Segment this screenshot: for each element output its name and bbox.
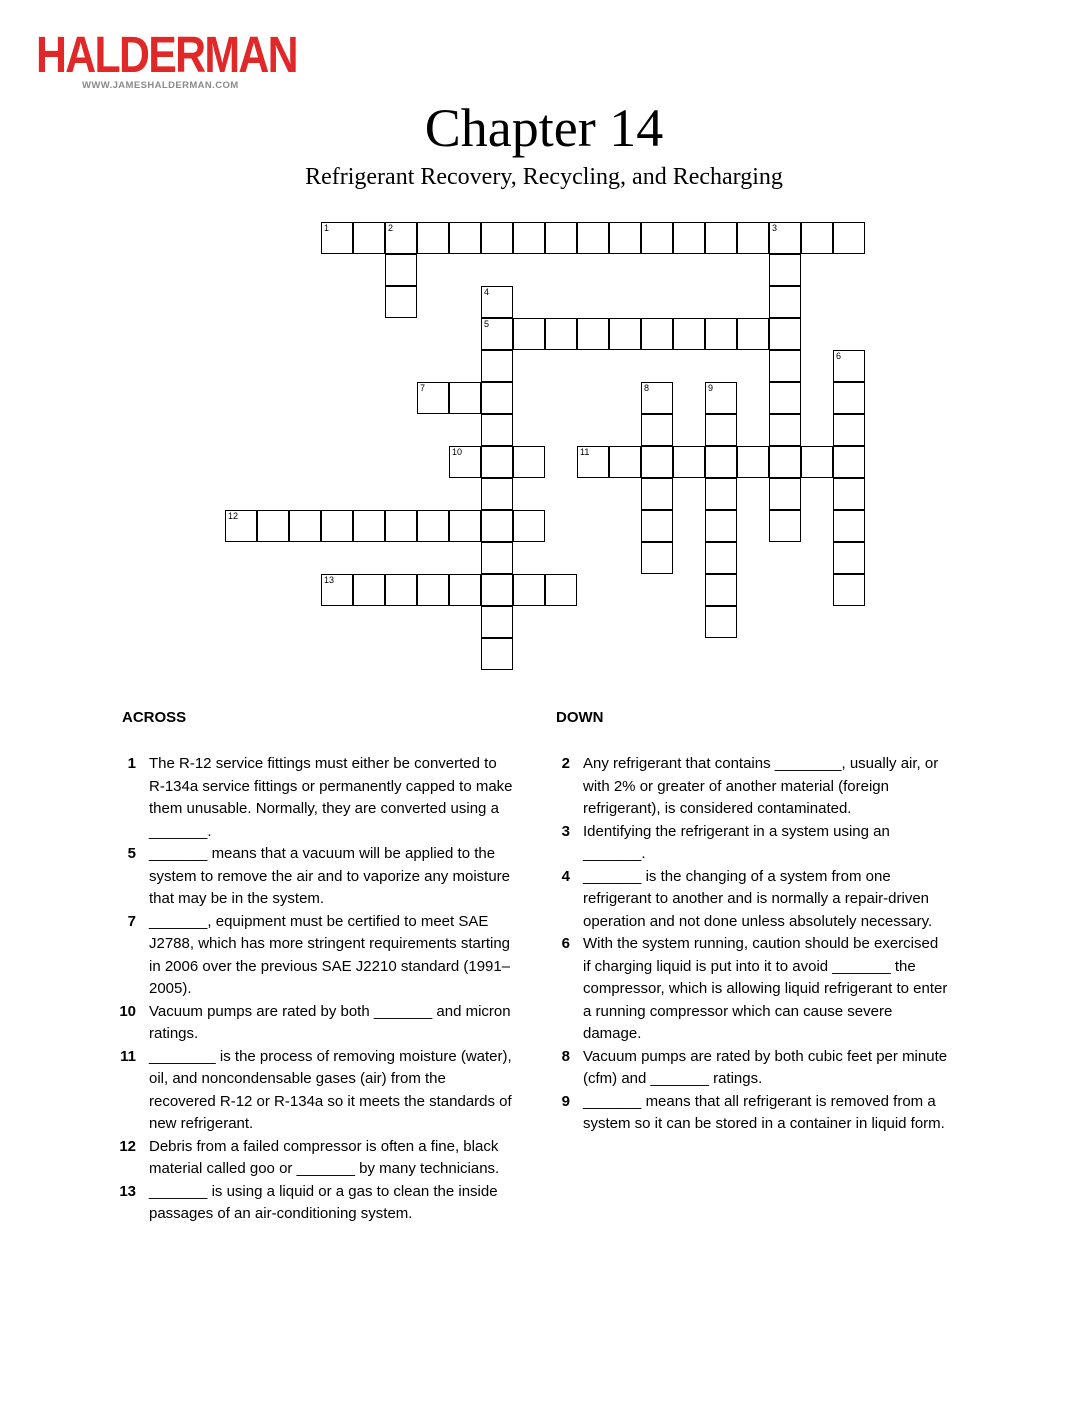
- crossword-cell[interactable]: [289, 510, 321, 542]
- crossword-cell[interactable]: [769, 286, 801, 318]
- clue-item: [114, 1136, 514, 1181]
- cell-number: 10: [452, 447, 463, 457]
- crossword-cell[interactable]: [833, 510, 865, 542]
- crossword-cell[interactable]: [481, 542, 513, 574]
- crossword-cell[interactable]: [257, 510, 289, 542]
- cell-number: 6: [836, 351, 842, 361]
- crossword-cell[interactable]: [225, 510, 257, 542]
- crossword-cell[interactable]: [641, 478, 673, 510]
- crossword-cell[interactable]: [481, 350, 513, 382]
- crossword-cell[interactable]: [641, 222, 673, 254]
- cell-number: 9: [708, 383, 714, 393]
- crossword-cell[interactable]: [481, 414, 513, 446]
- crossword-cell[interactable]: [801, 222, 833, 254]
- crossword-cell[interactable]: [801, 446, 833, 478]
- clue-item: [548, 933, 948, 1046]
- crossword-cell[interactable]: [417, 510, 449, 542]
- clue-item: [548, 1091, 948, 1136]
- crossword-cell[interactable]: [481, 286, 513, 318]
- clue-text: Identifying the refrigerant in a system using an _______.: [583, 822, 890, 862]
- across-heading: ACROSS: [122, 709, 187, 726]
- crossword-cell[interactable]: [641, 542, 673, 574]
- clue-item: [114, 1046, 514, 1136]
- clue-text: _______ means that a vacuum will be applied to the system to remove the air and to vaporize any moisture that may be in the system.: [149, 845, 510, 907]
- crossword-cell[interactable]: [769, 222, 801, 254]
- clue-number: 4: [561, 867, 570, 885]
- crossword-cell[interactable]: [513, 446, 545, 478]
- crossword-cell[interactable]: [385, 574, 417, 606]
- crossword-cell[interactable]: [705, 446, 737, 478]
- across-clue-list: [114, 753, 514, 1226]
- crossword-cell[interactable]: [481, 446, 513, 478]
- clue-text: ________ is the process of removing moisture (water), oil, and noncondensable gases (air) from the recovered R-12 or R-134a so it meets the standards of new refrigerant.: [149, 1047, 512, 1132]
- clue-text: Vacuum pumps are rated by both cubic feet per minute (cfm) and _______ ratings.: [583, 1047, 948, 1087]
- crossword-cell[interactable]: [705, 414, 737, 446]
- crossword-cell[interactable]: [769, 318, 801, 350]
- crossword-cell[interactable]: [545, 574, 577, 606]
- crossword-cell[interactable]: [641, 446, 673, 478]
- clue-number: 12: [119, 1137, 136, 1155]
- crossword-cell[interactable]: [705, 382, 737, 414]
- crossword-cell[interactable]: [609, 318, 641, 350]
- cell-number: 4: [484, 287, 490, 297]
- clue-text: The R-12 service fittings must either be converted to R-134a service fittings or permanently capped to make them unusable. Normally, they are converted using a _______.: [149, 755, 513, 840]
- crossword-cell[interactable]: [417, 574, 449, 606]
- crossword-cell[interactable]: [513, 574, 545, 606]
- crossword-cell[interactable]: [513, 510, 545, 542]
- crossword-cell[interactable]: [321, 510, 353, 542]
- clue-item: [114, 843, 514, 911]
- crossword-cell[interactable]: [481, 478, 513, 510]
- clue-item: [114, 1181, 514, 1226]
- crossword-cell[interactable]: [737, 446, 769, 478]
- page-subtitle: Refrigerant Recovery, Recycling, and Recharging: [305, 164, 783, 190]
- clue-text: Any refrigerant that contains ________, usually air, or with 2% or greater of another material (foreign refrigerant), is considered contaminated.: [583, 755, 939, 817]
- down-heading: DOWN: [556, 709, 604, 726]
- clue-number: 6: [561, 935, 570, 952]
- down-clue-list: [548, 753, 948, 1136]
- crossword-cell[interactable]: [705, 318, 737, 350]
- crossword-cell[interactable]: [481, 222, 513, 254]
- crossword-cell[interactable]: [353, 222, 385, 254]
- clue-item: [114, 1001, 514, 1046]
- crossword-cell[interactable]: [641, 318, 673, 350]
- clue-number: 9: [561, 1092, 570, 1110]
- clue-number: 11: [120, 1047, 136, 1065]
- crossword-cell[interactable]: [449, 382, 481, 414]
- clue-number: 10: [119, 1002, 136, 1020]
- crossword-cell[interactable]: [737, 318, 769, 350]
- clue-number: 3: [561, 822, 570, 840]
- crossword-cell[interactable]: [449, 510, 481, 542]
- logo-url: WWW.JAMESHALDERMAN.COM: [82, 80, 239, 91]
- crossword-cell[interactable]: [737, 222, 769, 254]
- crossword-cell[interactable]: [481, 606, 513, 638]
- clue-item: [114, 753, 514, 843]
- crossword-cell[interactable]: [385, 254, 417, 286]
- crossword-cell[interactable]: [353, 574, 385, 606]
- crossword-cell[interactable]: [481, 382, 513, 414]
- crossword-cell[interactable]: [481, 510, 513, 542]
- crossword-cell[interactable]: [609, 446, 641, 478]
- page-title: Chapter 14: [424, 98, 664, 158]
- crossword-cell[interactable]: [769, 382, 801, 414]
- crossword-cell[interactable]: [385, 510, 417, 542]
- cell-number: 7: [420, 383, 426, 393]
- cell-number: 8: [644, 383, 650, 393]
- crossword-cell[interactable]: [385, 222, 417, 254]
- crossword-cell[interactable]: [353, 510, 385, 542]
- crossword-cell[interactable]: [833, 446, 865, 478]
- crossword-cell[interactable]: [417, 382, 449, 414]
- crossword-cell[interactable]: [833, 382, 865, 414]
- crossword-cell[interactable]: [769, 350, 801, 382]
- cell-number: 2: [388, 223, 394, 233]
- logo-wordmark: HALDERMAN: [36, 26, 297, 83]
- crossword-cell[interactable]: [641, 382, 673, 414]
- crossword-cell[interactable]: [673, 318, 705, 350]
- cell-number: 12: [228, 511, 239, 521]
- clue-text: With the system running, caution should be exercised if charging liquid is put into it to avoid _______ the compressor, which is allowing liquid refrigerant to enter a running compressor which can cause severe damage.: [583, 935, 948, 1042]
- crossword-grid: [0, 0, 1088, 700]
- clue-text: Debris from a failed compressor is often a fine, black material called goo or _______ by many technicians.: [149, 1137, 500, 1177]
- clue-number: 8: [561, 1047, 570, 1065]
- crossword-cell[interactable]: [417, 222, 449, 254]
- crossword-cell[interactable]: [385, 286, 417, 318]
- crossword-cell[interactable]: [513, 222, 545, 254]
- crossword-cell[interactable]: [545, 222, 577, 254]
- crossword-cell[interactable]: [833, 574, 865, 606]
- crossword-cell[interactable]: [641, 510, 673, 542]
- clue-item: [548, 753, 948, 821]
- crossword-cell[interactable]: [833, 350, 865, 382]
- crossword-cell[interactable]: [481, 638, 513, 670]
- crossword-cell[interactable]: [833, 542, 865, 574]
- crossword-cell[interactable]: [705, 510, 737, 542]
- clue-text: _______, equipment must be certified to meet SAE J2788, which has more stringent requirements starting in 2006 over the previous SAE J2210 standard (1991–2005).: [149, 912, 511, 997]
- crossword-cell[interactable]: [481, 574, 513, 606]
- crossword-cell[interactable]: [321, 574, 353, 606]
- crossword-cell[interactable]: [449, 222, 481, 254]
- crossword-cell[interactable]: [673, 222, 705, 254]
- crossword-cell[interactable]: [833, 222, 865, 254]
- clue-item: [548, 821, 948, 866]
- crossword-cell[interactable]: [705, 222, 737, 254]
- cell-number: 1: [324, 223, 330, 233]
- cell-number: 3: [772, 223, 778, 233]
- clue-number: 2: [561, 755, 570, 772]
- clue-number: 1: [127, 755, 136, 772]
- crossword-cell[interactable]: [769, 414, 801, 446]
- crossword-cell[interactable]: [545, 318, 577, 350]
- crossword-cell[interactable]: [705, 606, 737, 638]
- cell-number: 13: [324, 575, 335, 585]
- crossword-cell[interactable]: [769, 510, 801, 542]
- crossword-cell[interactable]: [577, 318, 609, 350]
- cell-number: 5: [484, 319, 490, 329]
- crossword-cell[interactable]: [705, 478, 737, 510]
- crossword-cell[interactable]: [641, 414, 673, 446]
- crossword-cell[interactable]: [705, 574, 737, 606]
- crossword-cell[interactable]: [833, 414, 865, 446]
- clue-number: 13: [119, 1182, 136, 1200]
- crossword-cell[interactable]: [577, 222, 609, 254]
- clue-number: 5: [127, 845, 136, 862]
- clue-item: [548, 866, 948, 934]
- crossword-cell[interactable]: [577, 446, 609, 478]
- crossword-cell[interactable]: [609, 222, 641, 254]
- crossword-cell[interactable]: [769, 254, 801, 286]
- clue-item: [114, 911, 514, 1001]
- clue-number: 7: [127, 912, 136, 930]
- clue-text: _______ means that all refrigerant is removed from a system so it can be stored in a container in liquid form.: [583, 1092, 945, 1132]
- crossword-cell[interactable]: [321, 222, 353, 254]
- clue-text: _______ is the changing of a system from one refrigerant to another and is normally a repair-driven operation and not done unless absolutely necessary.: [583, 867, 933, 930]
- crossword-cell[interactable]: [481, 318, 513, 350]
- crossword-cell[interactable]: [513, 318, 545, 350]
- crossword-cell[interactable]: [769, 446, 801, 478]
- crossword-cell[interactable]: [769, 478, 801, 510]
- crossword-cell[interactable]: [449, 446, 481, 478]
- crossword-cell[interactable]: [833, 478, 865, 510]
- clue-item: [548, 1046, 948, 1091]
- crossword-cell[interactable]: [705, 542, 737, 574]
- cell-number: 11: [580, 447, 590, 457]
- crossword-cell[interactable]: [449, 574, 481, 606]
- clue-text: _______ is using a liquid or a gas to clean the inside passages of an air-conditioning system.: [149, 1182, 498, 1222]
- clue-text: Vacuum pumps are rated by both _______ and micron ratings.: [149, 1002, 511, 1042]
- crossword-cell[interactable]: [673, 446, 705, 478]
